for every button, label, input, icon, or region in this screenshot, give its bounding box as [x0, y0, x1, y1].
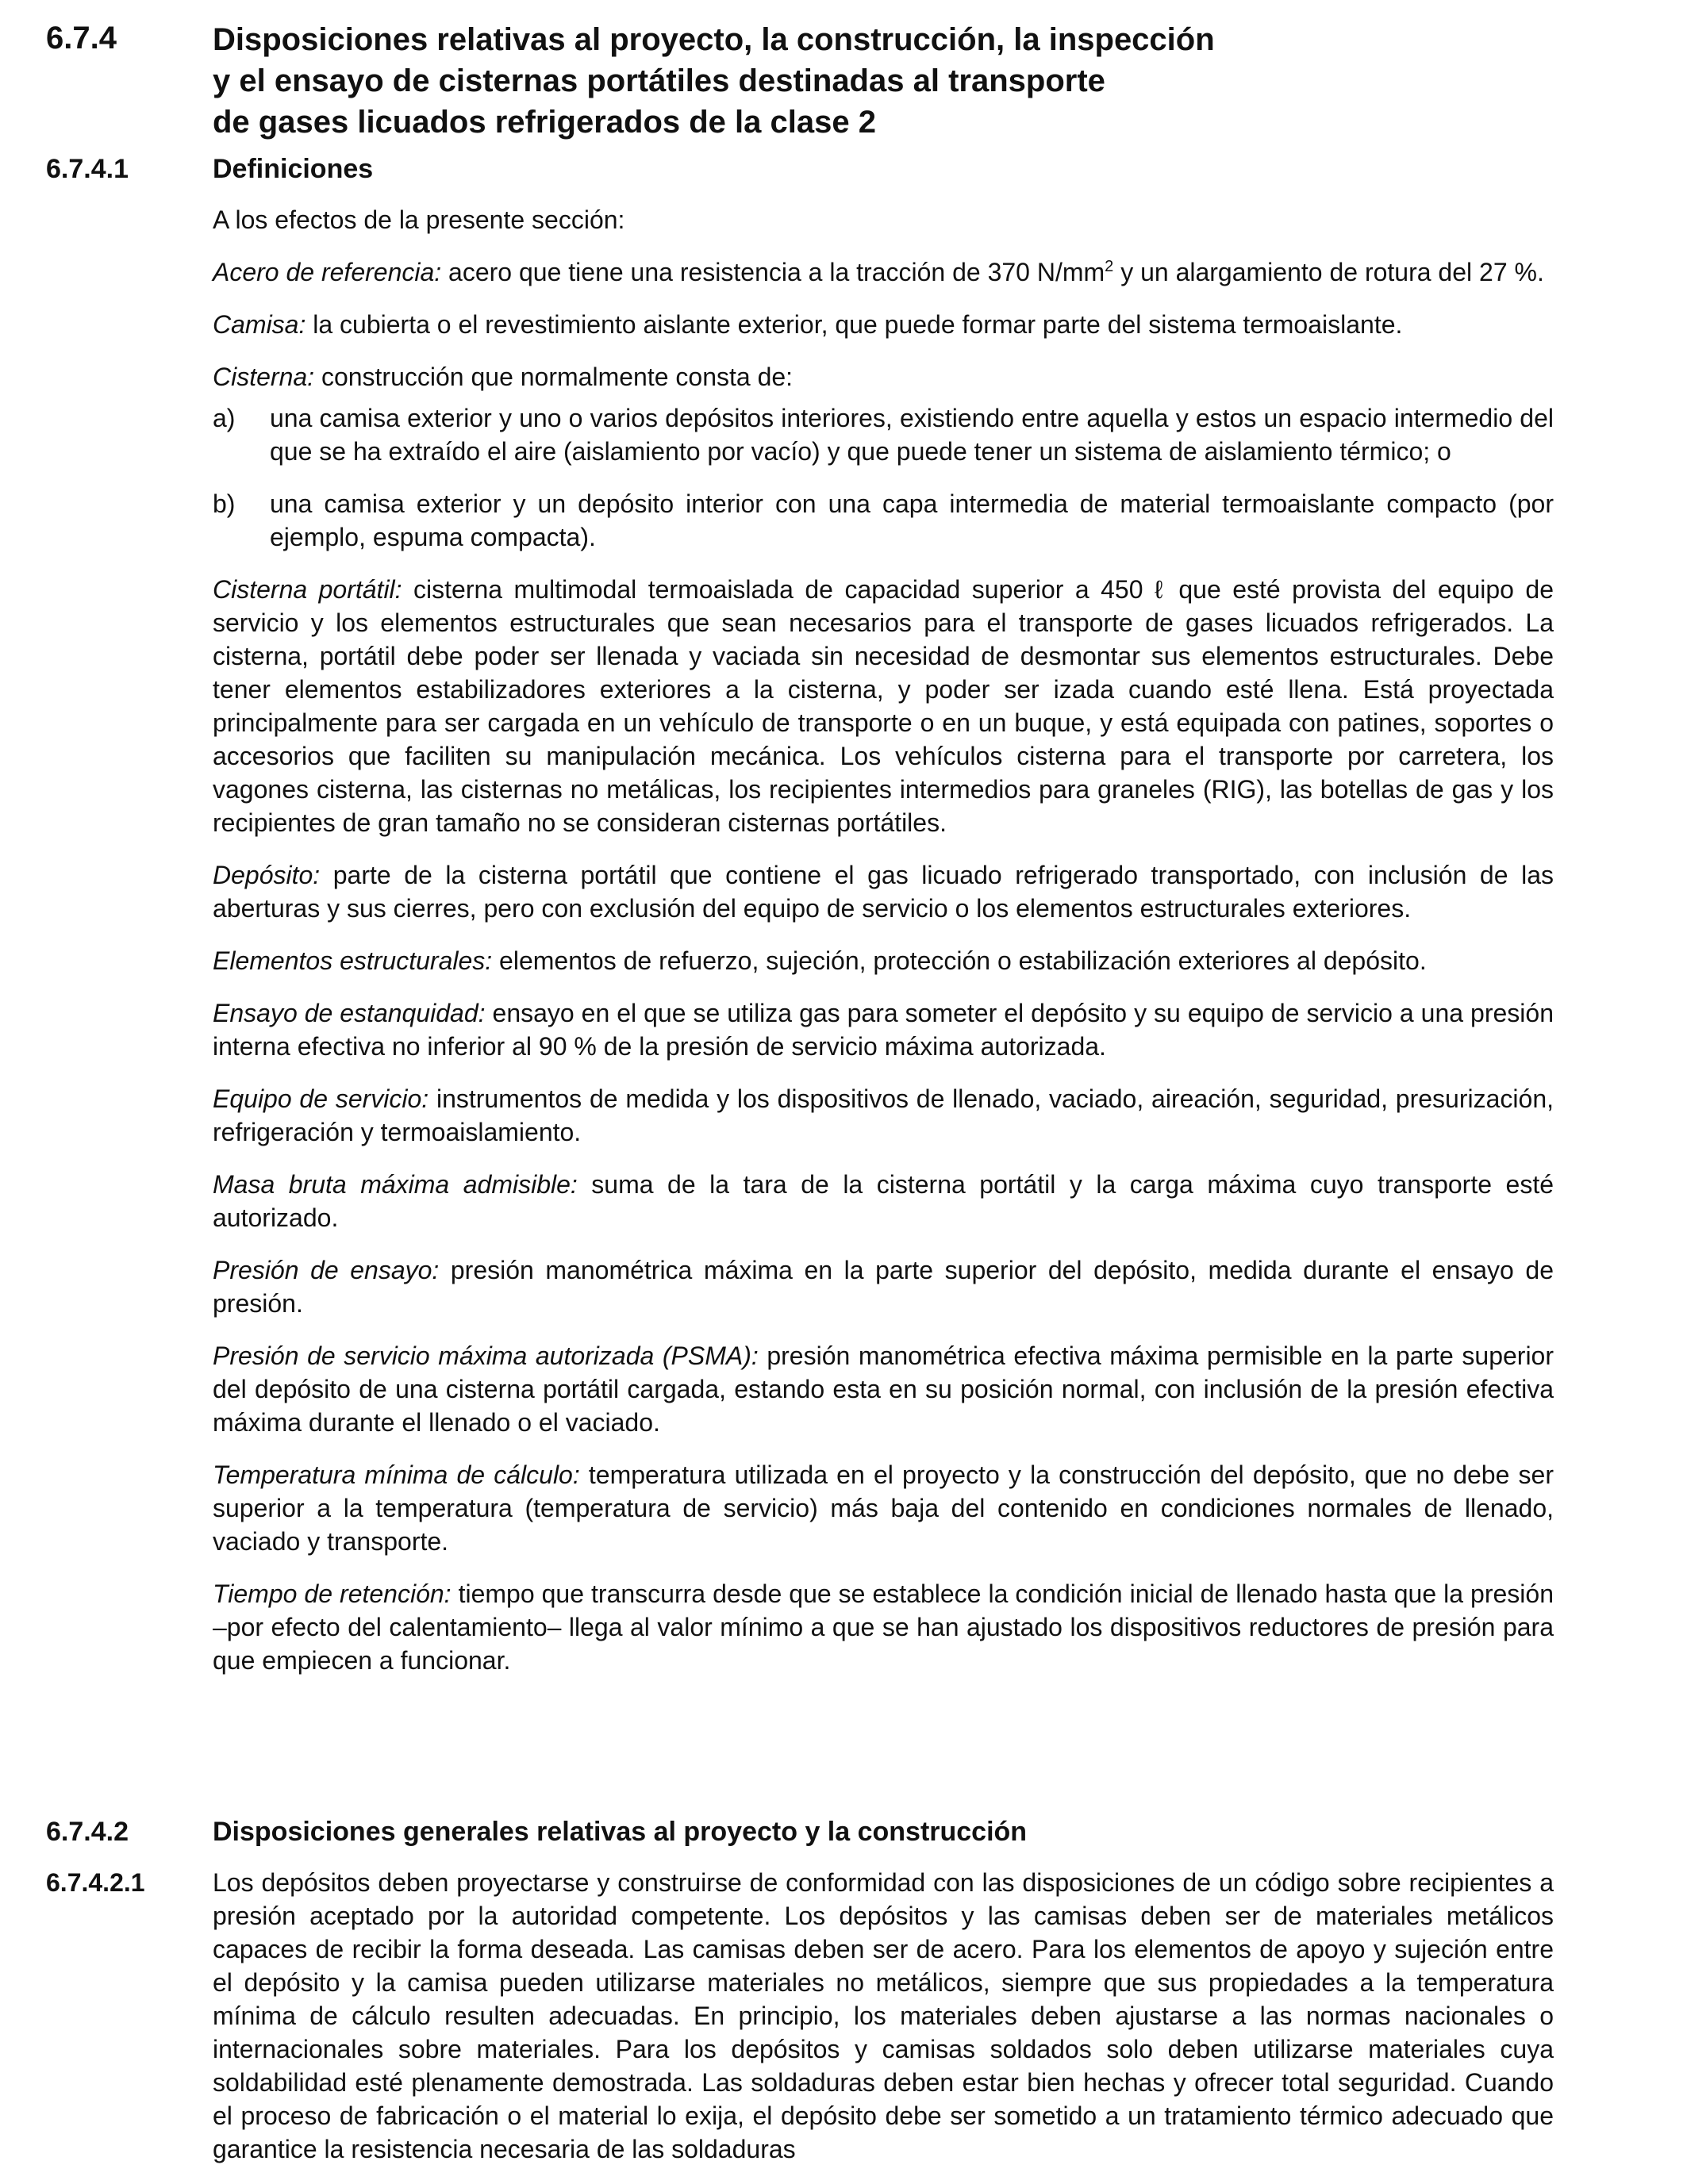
- section-title-line: y el ensayo de cisternas portátiles destinadas al transporte: [213, 63, 1105, 98]
- list-item-text: una camisa exterior y uno o varios depósitos interiores, existiendo entre aquella y estos un espacio intermedio del que se ha extraído el aire (aislamiento por vacío) y que puede tener un sistema de aislamiento térmico; o: [270, 404, 1554, 466]
- subsection-number: 6.7.4.1: [46, 154, 129, 184]
- section-title: [213, 19, 1562, 143]
- definition-text: construcción que normalmente consta de:: [314, 363, 794, 391]
- definition-text: cisterna multimodal termoaislada de capacidad superior a 450 ℓ que esté provista del equipo de servicio y los elementos estructurales que sean necesarios para el transporte de gases licuados refrigerados. La cisterna, portátil debe poder ser llenada y vaciada sin necesidad de desmontar sus elementos estructurales. Debe tener elementos estabilizadores exteriores a la cisterna, y poder ser izada cuando esté llena. Está proyectada principalmente para ser cargada en un vehículo de transporte o en un buque, y está equipada con patines, soportes o accesorios que faciliten su manipulación mecánica. Los vehículos cisterna para el transporte por carretera, los vagones cisterna, las cisternas no metálicas, los recipientes intermedios para graneles (RIG), las botellas de gas y los recipientes de gran tamaño no se consideran cisternas portátiles.: [213, 575, 1554, 837]
- definition-term: Depósito:: [213, 861, 321, 889]
- section-number: 6.7.4: [46, 21, 117, 56]
- definition-text: y un alargamiento de rotura del 27 %.: [1113, 258, 1544, 286]
- definition-ensayo: [213, 996, 1554, 1063]
- definition-deposito: [213, 858, 1554, 925]
- definition-term: Masa bruta máxima admisible:: [213, 1170, 578, 1199]
- superscript: 2: [1105, 258, 1114, 275]
- list-item-text: una camisa exterior y un depósito interior con una capa intermedia de material termoaislante compacto (por ejemplo, espuma compacta).: [270, 489, 1554, 551]
- definition-term: Tiempo de retención:: [213, 1579, 452, 1608]
- definition-psma: [213, 1339, 1554, 1439]
- section-title-line: de gases licuados refrigerados de la clase 2: [213, 105, 876, 140]
- list-item: [213, 401, 1554, 468]
- definition-term: Camisa:: [213, 310, 306, 339]
- definition-cisterna: [213, 360, 1554, 393]
- definition-term: Presión de servicio máxima autorizada (PSMA):: [213, 1341, 759, 1370]
- paragraph-number: 6.7.4.2.1: [46, 1868, 145, 1897]
- definition-term: Ensayo de estanquidad:: [213, 999, 486, 1027]
- definition-term: Acero de referencia:: [213, 258, 442, 286]
- definition-text: la cubierta o el revestimiento aislante exterior, que puede formar parte del sistema termoaislante.: [306, 310, 1403, 339]
- definition-equipo: [213, 1082, 1554, 1149]
- definition-acero: [213, 255, 1554, 289]
- definition-term: Presión de ensayo:: [213, 1256, 440, 1284]
- definition-term: Cisterna portátil:: [213, 575, 402, 604]
- definition-text: elementos de refuerzo, sujeción, protección o estabilización exteriores al depósito.: [492, 946, 1427, 975]
- subsection-heading: Definiciones: [213, 154, 374, 184]
- definition-term: Temperatura mínima de cálculo:: [213, 1460, 580, 1489]
- paragraph-body: Los depósitos deben proyectarse y construirse de conformidad con las disposiciones de un código sobre recipientes a presión aceptado por la autoridad competente. Los depósitos y las camisas deben ser de materiales metálicos capaces de recibir la forma deseada. Las camisas deben ser de acero. Para los elementos de apoyo y sujeción entre el depósito y la camisa pueden utilizarse materiales no metálicos, siempre que sus propiedades a la temperatura mínima de cálculo resulten adecuadas. En principio, los materiales deben ajustarse a las normas nacionales o internacionales sobre materiales. Para los depósitos y camisas soldados solo deben utilizarse materiales cuya soldabilidad esté plenamente demostrada. Las soldaduras deben estar bien hechas y ofrecer total seguridad. Cuando el proceso de fabricación o el material lo exija, el depósito debe ser sometido a un tratamiento térmico adecuado que garantice la resistencia necesaria de las soldaduras: [213, 1868, 1554, 2163]
- definitions-body: [213, 203, 1554, 1696]
- definition-text: tiempo que transcurra desde que se establece la condición inicial de llenado hasta que la presión –por efecto del calentamiento– llega al valor mínimo a que se han ajustado los dispositivos reductores de presión para que empiecen a funcionar.: [213, 1579, 1554, 1675]
- definition-text: ensayo en el que se utiliza gas para someter el depósito y su equipo de servicio a una presión interna efectiva no inferior al 90 % de la presión de servicio máxima autorizada.: [213, 999, 1554, 1061]
- definition-text: acero que tiene una resistencia a la tracción de 370 N/mm: [441, 258, 1105, 286]
- definition-temperatura: [213, 1458, 1554, 1558]
- section-title-line: Disposiciones relativas al proyecto, la construcción, la inspección: [213, 22, 1215, 57]
- definition-tiempo: [213, 1577, 1554, 1677]
- definition-text: presión manométrica efectiva máxima permisible en la parte superior del depósito de una cisterna portátil cargada, estando esta en su posición normal, con inclusión de la presión efectiva máxima durante el llenado o el vaciado.: [213, 1341, 1554, 1437]
- definition-elementos: [213, 944, 1554, 977]
- definition-term: Elementos estructurales:: [213, 946, 493, 975]
- definition-term: Cisterna:: [213, 363, 315, 391]
- definition-term: Equipo de servicio:: [213, 1084, 429, 1113]
- definition-text: suma de la tara de la cisterna portátil y la carga máxima cuyo transporte esté autorizado.: [213, 1170, 1554, 1232]
- definition-text: temperatura utilizada en el proyecto y la construcción del depósito, que no debe ser superior a la temperatura (temperatura de servicio) más baja del contenido en condiciones normales de llenado, vaciado y transporte.: [213, 1460, 1554, 1556]
- definition-camisa: [213, 308, 1554, 341]
- list-item-label: b): [213, 489, 236, 518]
- definition-presion-ensayo: [213, 1253, 1554, 1320]
- definition-text: parte de la cisterna portátil que contiene el gas licuado refrigerado transportado, con inclusión de las aberturas y sus cierres, pero con exclusión del equipo de servicio o los elementos estructurales exteriores.: [213, 861, 1554, 923]
- definition-text: instrumentos de medida y los dispositivos de llenado, vaciado, aireación, seguridad, presurización, refrigeración y termoaislamiento.: [213, 1084, 1554, 1146]
- definition-masa: [213, 1168, 1554, 1234]
- definition-cisterna-portatil: [213, 573, 1554, 839]
- intro-paragraph: A los efectos de la presente sección:: [213, 205, 625, 234]
- subsection-number: 6.7.4.2: [46, 1817, 129, 1847]
- list-item: [213, 487, 1554, 554]
- list-item-label: a): [213, 404, 236, 432]
- subsection-heading: Disposiciones generales relativas al proyecto y la construcción: [213, 1817, 1028, 1847]
- definition-text: presión manométrica máxima en la parte superior del depósito, medida durante el ensayo de presión.: [213, 1256, 1554, 1318]
